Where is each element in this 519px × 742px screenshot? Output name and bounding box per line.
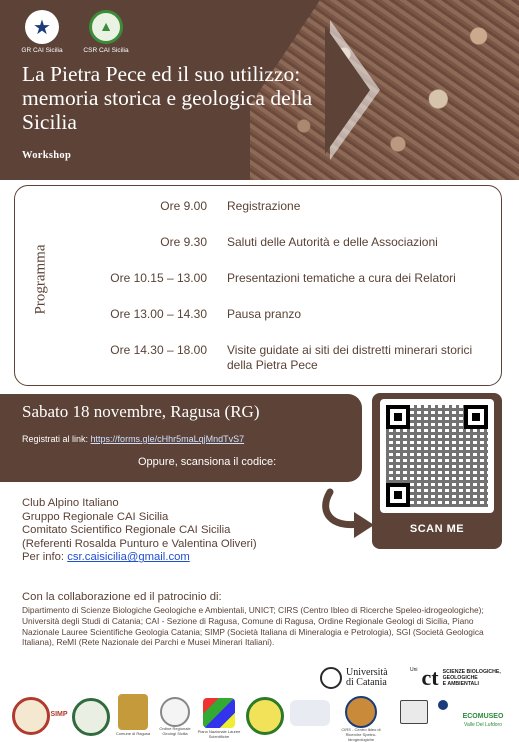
qr-card[interactable] bbox=[372, 393, 502, 549]
csr-mountain-icon bbox=[89, 10, 123, 44]
ecomuseo-title: ECOMUSEO bbox=[462, 713, 504, 720]
contacts-block bbox=[22, 497, 257, 565]
pls-caption: Piano Nazionale Lauree Scientifiche bbox=[197, 729, 241, 739]
logo-remi bbox=[246, 697, 284, 735]
register-link[interactable]: https://forms.gle/cHhr5maLqjMndTvS7 bbox=[90, 434, 245, 444]
logo-gr-cai-sicilia bbox=[12, 10, 72, 54]
unict-name-1: Università bbox=[346, 667, 388, 678]
logo-csr-caption: CSR CAI Sicilia bbox=[83, 47, 129, 54]
qr-finder bbox=[386, 405, 410, 429]
header-banner bbox=[0, 0, 519, 180]
scan-me-label: SCAN ME bbox=[409, 523, 465, 535]
contact-info-line bbox=[22, 551, 257, 565]
programme-time: Ore 13.00 – 14.30 bbox=[110, 307, 207, 321]
logo-unesco-icon bbox=[400, 700, 428, 724]
register-label: Registrati al link: bbox=[22, 434, 89, 444]
ct-text-3: E AMBIENTALI bbox=[442, 681, 479, 687]
logo-csr-cai-sicilia bbox=[76, 10, 136, 54]
programme-label: Programma bbox=[33, 220, 50, 340]
curved-arrow-icon bbox=[318, 488, 378, 540]
page-title: La Pietra Pece ed il suo utilizzo: memoria storica e geologica della Sicilia bbox=[22, 62, 313, 134]
scan-prompt: Oppure, scansiona il codice: bbox=[138, 456, 277, 468]
unict-name bbox=[346, 668, 388, 688]
chevron-inner bbox=[325, 26, 370, 154]
contact-line: Gruppo Regionale CAI Sicilia bbox=[22, 510, 169, 523]
event-date: Sabato 18 novembre, Ragusa (RG) bbox=[22, 402, 260, 421]
comune-caption: Comune di Ragusa bbox=[115, 731, 151, 736]
logo-sgi bbox=[72, 698, 110, 736]
logo-unict bbox=[320, 667, 388, 689]
programme-box bbox=[14, 185, 502, 386]
unict-name-2: di Catania bbox=[346, 677, 387, 688]
contact-line: Club Alpino Italiano bbox=[22, 497, 119, 509]
logo-ordine-geologi bbox=[159, 697, 191, 736]
programme-time: Ore 9.30 bbox=[160, 235, 207, 249]
programme-time: Ore 14.30 – 18.00 bbox=[110, 343, 207, 357]
unict-seal-icon bbox=[320, 667, 342, 689]
info-label: Per info: bbox=[22, 551, 65, 564]
logo-dipartimento bbox=[410, 667, 501, 689]
logo-sponsor bbox=[290, 700, 330, 726]
collaboration-text: Dipartimento di Scienze Biologiche Geologiche e Ambientali, UNICT; CIRS (Centro Ibleo di Ricerche Speleo-idrogeologiche); Università degli Studi di Catania; CAI - Sezione di Ragusa, Comune di Ragusa, Ordine Regionale Geologi di Sicilia, Piano Nazionale Lauree Scientifiche Geologia Catania; SIMP (Società Italiana di Mineralogia e Petrologia), SGI (Società Geologica Italiana), ReMI (Rete Nazionale dei Parchi e Musei Minerari Italiani). bbox=[22, 605, 484, 648]
ct-prefix: Uni bbox=[410, 667, 418, 673]
ct-mark: ct bbox=[421, 665, 439, 690]
logo-simp-text: SIMP bbox=[50, 711, 68, 718]
programme-activity: Saluti delle Autorità e delle Associazioni bbox=[227, 235, 438, 249]
logo-cai-caption: GR CAI Sicilia bbox=[21, 47, 63, 54]
register-line bbox=[22, 434, 244, 444]
contact-line: Comitato Scientifico Regionale CAI Sicilia bbox=[22, 524, 231, 537]
logo-comune-ragusa bbox=[115, 694, 151, 736]
programme-time: Ore 9.00 bbox=[160, 199, 207, 213]
ordine-caption-2: Geologi Sicilia bbox=[162, 731, 188, 736]
programme-activity: Presentazioni tematiche a cura dei Relatori bbox=[227, 271, 456, 285]
qr-code[interactable] bbox=[380, 399, 494, 513]
programme-activity: Pausa pranzo bbox=[227, 307, 302, 321]
logo-simp-seal bbox=[12, 697, 50, 735]
ordine-caption-1: Ordine Regionale bbox=[159, 726, 191, 731]
cai-star-icon bbox=[25, 10, 59, 44]
logo-small-icon bbox=[438, 700, 448, 710]
programme-activity: Registrazione bbox=[227, 199, 301, 213]
workshop-label: Workshop bbox=[22, 150, 72, 161]
programme-time: Ore 10.15 – 13.00 bbox=[110, 271, 207, 285]
event-band bbox=[0, 394, 362, 482]
ct-text-1: SCIENZE BIOLOGICHE, bbox=[442, 669, 501, 675]
qr-finder bbox=[464, 405, 488, 429]
email-link[interactable]: csr.caisicilia@gmail.com bbox=[67, 551, 190, 564]
cirs-caption: CIRS - Centro Ibleo di Ricerche Speleo-Idrogeologiche bbox=[341, 727, 381, 742]
ct-text bbox=[443, 669, 501, 687]
qr-finder bbox=[386, 483, 410, 507]
programme-activity: Visite guidate ai siti dei distretti minerari storici della Pietra Pece bbox=[227, 343, 473, 372]
ct-text-2: GEOLOGICHE bbox=[442, 675, 478, 681]
collaboration-title: Con la collaborazione ed il patrocinio di: bbox=[22, 591, 222, 603]
ecomuseo-subtitle: Valle Del Lufdoro bbox=[464, 722, 502, 728]
contact-line: (Referenti Rosalda Punturo e Valentina Oliveri) bbox=[22, 537, 257, 550]
logo-cirs bbox=[341, 696, 381, 742]
logo-pls bbox=[197, 698, 241, 739]
